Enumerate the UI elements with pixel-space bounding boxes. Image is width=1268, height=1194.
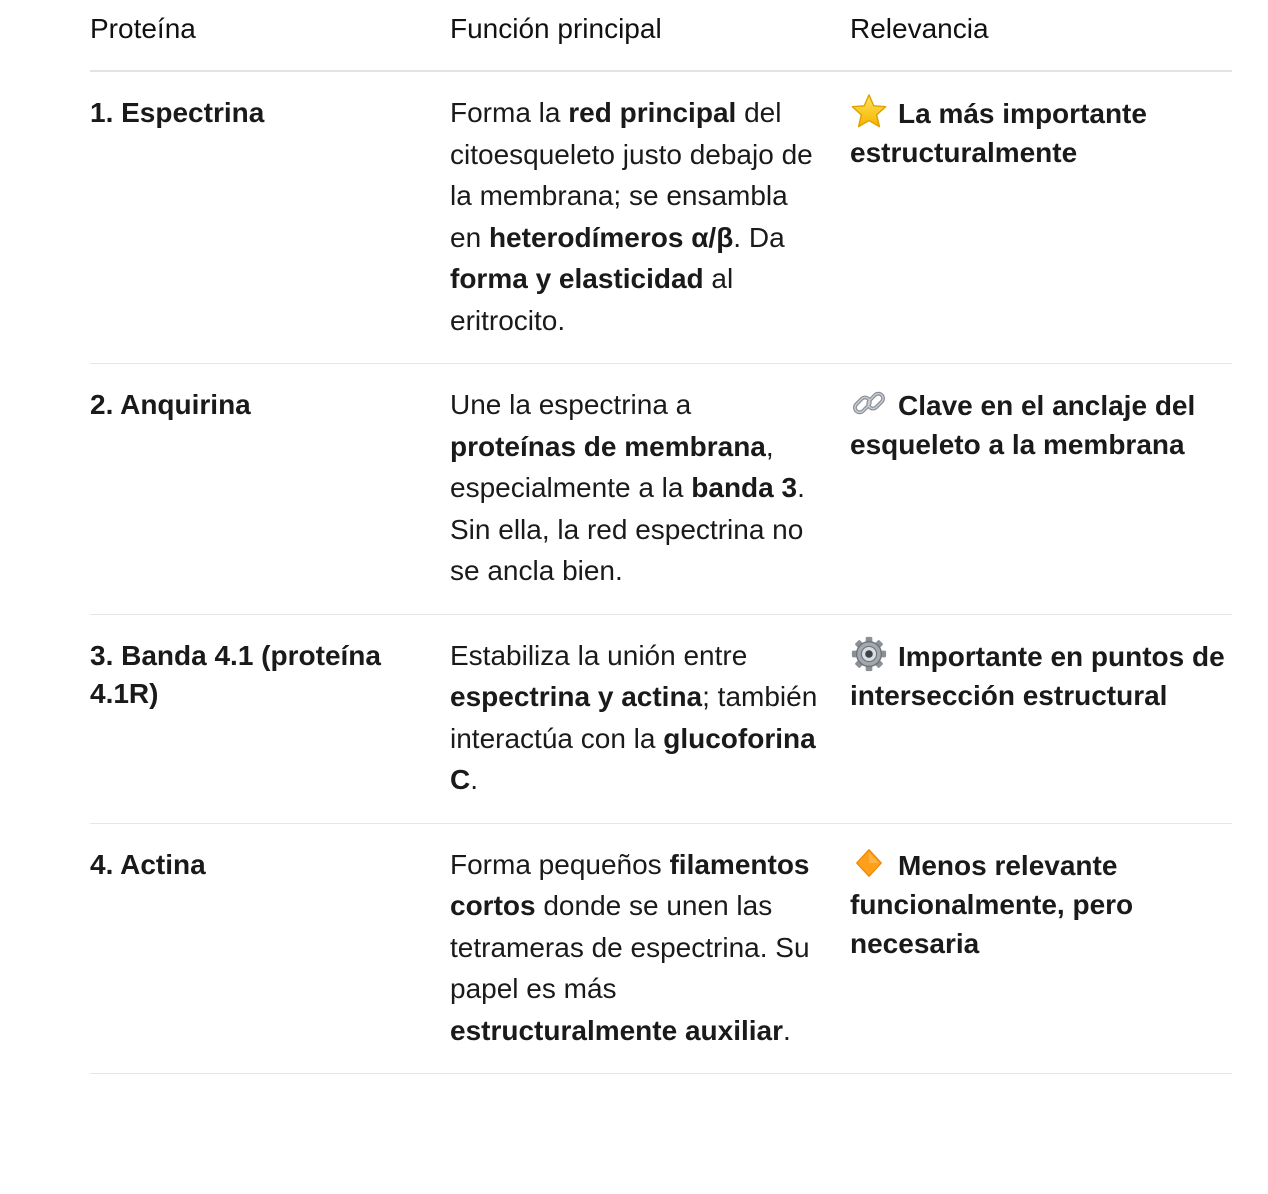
protein-table-container — [90, 0, 1232, 1074]
protein-name: 3. Banda 4.1 (proteína 4.1R) — [90, 614, 450, 823]
protein-function — [450, 364, 850, 615]
protein-relevance — [850, 364, 1232, 615]
function-emphasis: filamentos cortos — [450, 848, 810, 921]
function-text: . Da — [733, 221, 785, 253]
protein-function — [450, 614, 850, 823]
function-text: donde se unen las tetrameras de espectrina. Su papel es más — [450, 890, 810, 1004]
protein-relevance — [850, 71, 1232, 364]
relevance-text: Clave en el anclaje del esqueleto a la membrana — [850, 390, 1196, 460]
function-text: . — [783, 1014, 791, 1046]
function-emphasis: estructuralmente auxiliar — [450, 1014, 784, 1046]
function-emphasis: glucoforina C — [450, 722, 816, 795]
protein-relevance — [850, 823, 1232, 1074]
table-row — [90, 71, 1232, 364]
header-relevance: Relevancia — [850, 0, 1232, 71]
function-text: Estabiliza la unión entre — [450, 639, 748, 671]
protein-name: 2. Anquirina — [90, 364, 450, 615]
orange-diamond-icon — [850, 844, 888, 882]
gear-icon — [850, 635, 888, 673]
relevance-text: La más importante estructuralmente — [850, 98, 1147, 168]
protein-name: 1. Espectrina — [90, 71, 450, 364]
function-emphasis: espectrina y actina — [450, 681, 703, 712]
relevance-text: Importante en puntos de intersección estructural — [850, 640, 1225, 711]
function-emphasis: forma y elasticidad — [450, 263, 704, 294]
function-text: . Sin ella, la red espectrina no se ancla bien. — [450, 472, 805, 586]
protein-relevance — [850, 614, 1232, 823]
function-emphasis: red principal — [568, 97, 737, 128]
protein-name: 4. Actina — [90, 823, 450, 1074]
function-emphasis: heterodímeros α/β — [488, 221, 734, 253]
function-text: ; también interactúa con la — [450, 681, 818, 754]
function-text: . — [470, 764, 479, 795]
header-protein: Proteína — [90, 0, 450, 71]
star-icon — [850, 92, 888, 130]
function-text: al eritrocito. — [450, 263, 734, 336]
protein-table — [90, 0, 1232, 1074]
function-text: , especialmente a la — [450, 430, 774, 503]
function-emphasis: proteínas de membrana — [450, 430, 766, 462]
protein-function — [450, 71, 850, 364]
table-row — [90, 614, 1232, 823]
function-emphasis: banda 3 — [691, 472, 798, 503]
relevance-text: Menos relevante funcionalmente, pero necesaria — [850, 849, 1134, 959]
header-function: Función principal — [450, 0, 850, 71]
function-text: Forma la — [450, 97, 569, 128]
table-row — [90, 823, 1232, 1074]
link-icon — [850, 384, 888, 422]
function-text: Une la espectrina a — [450, 389, 692, 420]
function-text: Forma pequeños — [450, 848, 670, 880]
function-text: del citoesqueleto justo debajo de la membrana; se ensambla en — [450, 97, 813, 253]
table-header-row — [90, 0, 1232, 71]
table-row — [90, 364, 1232, 615]
protein-function — [450, 823, 850, 1074]
